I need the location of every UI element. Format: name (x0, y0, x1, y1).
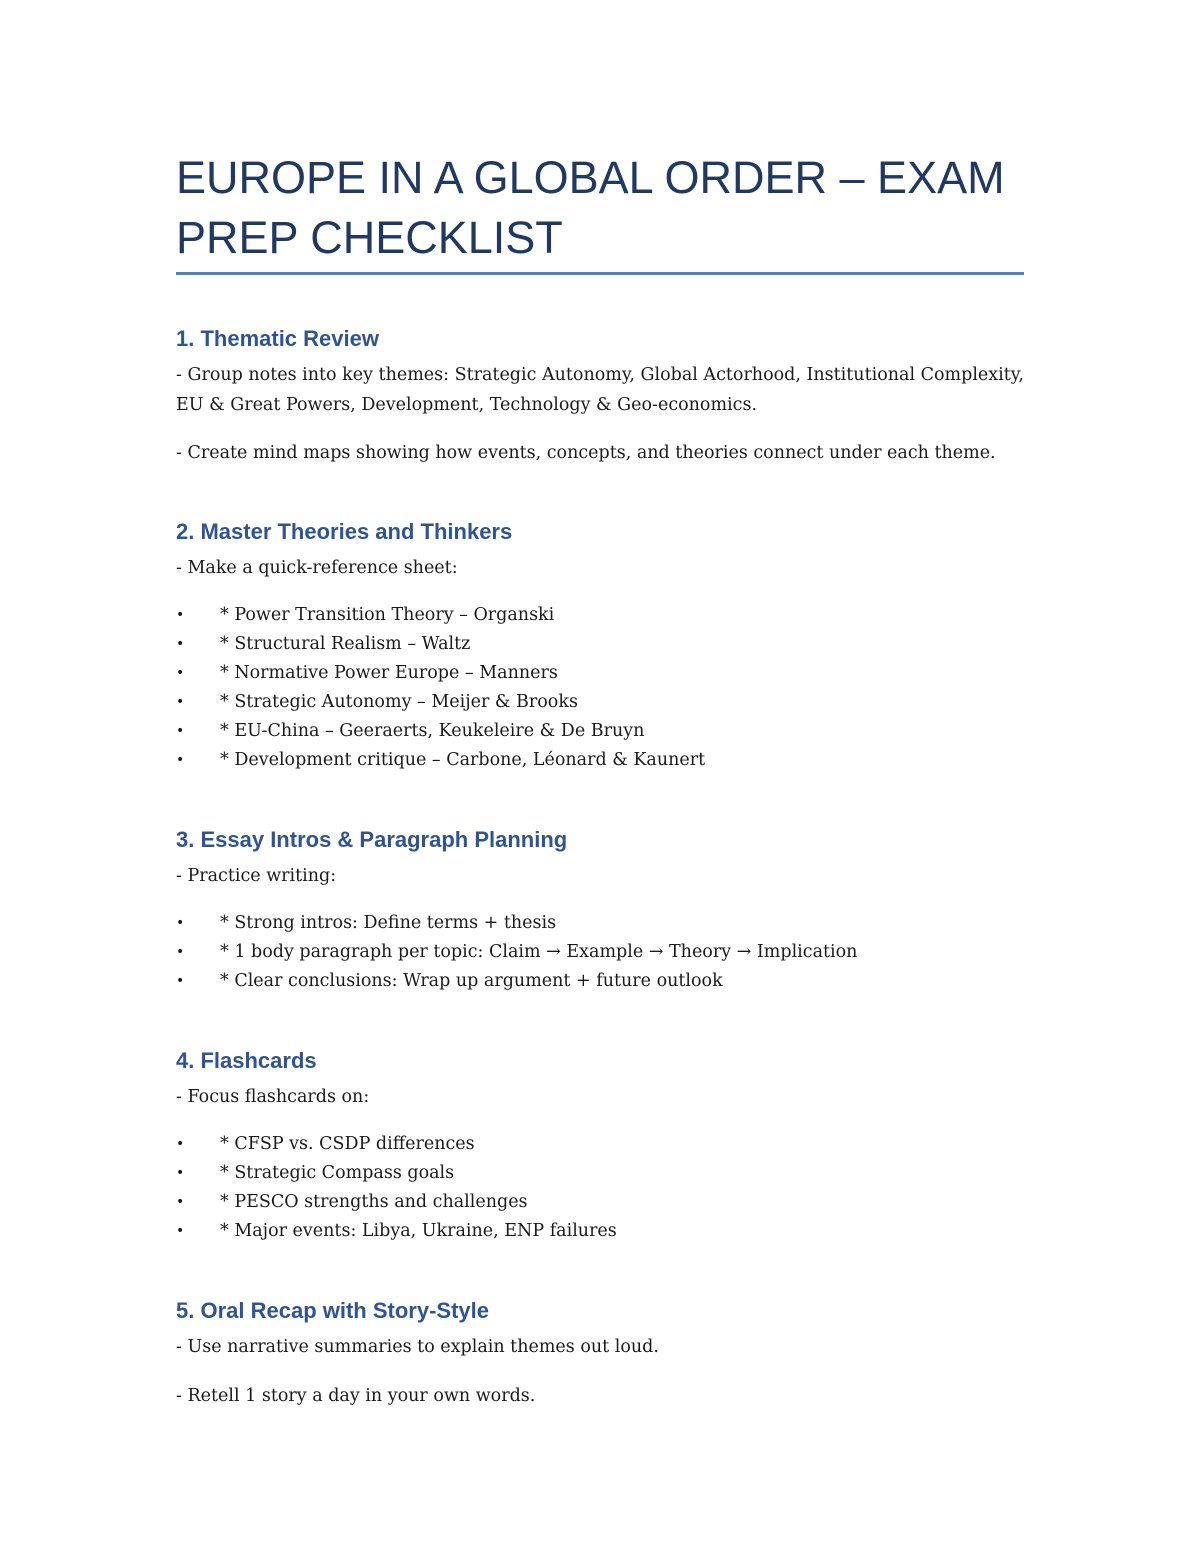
bullet-icon: • (176, 1165, 185, 1181)
bullet-icon: • (176, 694, 185, 710)
list-item-text: * EU-China – Geeraerts, Keukeleire & De Bruyn (220, 721, 645, 741)
section-heading-oral-recap: 5. Oral Recap with Story-Style (176, 1298, 489, 1323)
bullet-icon: • (176, 1136, 185, 1152)
bullet-icon: • (176, 665, 185, 681)
bullet-icon: • (176, 752, 185, 768)
list-item-text: * Strategic Autonomy – Meijer & Brooks (220, 692, 578, 712)
section-intro: - Practice writing: (176, 866, 337, 886)
section-paragraph: - Use narrative summaries to explain themes out loud. (176, 1337, 659, 1357)
list-item-text: * Strong intros: Define terms + thesis (220, 913, 557, 933)
title-underline (176, 272, 1024, 275)
section-paragraph: - Create mind maps showing how events, concepts, and theories connect under each theme. (176, 443, 996, 463)
bullet-icon: • (176, 723, 185, 739)
section-heading-essay-planning: 3. Essay Intros & Paragraph Planning (176, 827, 568, 852)
list-item-text: * Structural Realism – Waltz (220, 634, 471, 654)
list-item-text: * PESCO strengths and challenges (220, 1192, 528, 1212)
list-item-text: * Normative Power Europe – Manners (220, 663, 558, 683)
document-title: EUROPE IN A GLOBAL ORDER – EXAM PREP CHECKLIST (176, 152, 1005, 263)
bullet-icon: • (176, 1223, 185, 1239)
bullet-icon: • (176, 973, 185, 989)
bullet-icon: • (176, 636, 185, 652)
section-intro: - Focus flashcards on: (176, 1087, 370, 1107)
section-heading-flashcards: 4. Flashcards (176, 1048, 317, 1073)
list-item-text: * CFSP vs. CSDP differences (220, 1134, 475, 1154)
bullet-icon: • (176, 607, 185, 623)
bullet-icon: • (176, 944, 185, 960)
bullet-icon: • (176, 1194, 185, 1210)
list-item-text: * Clear conclusions: Wrap up argument + future outlook (220, 971, 723, 991)
list-item-text: * 1 body paragraph per topic: Claim → Example → Theory → Implication (220, 942, 858, 962)
section-paragraph: - Retell 1 story a day in your own words. (176, 1386, 536, 1406)
list-item-text: * Power Transition Theory – Organski (220, 605, 555, 625)
section-paragraph: - Group notes into key themes: Strategic Autonomy, Global Actorhood, Institutional Complexity, EU & Great Powers, Development, Technology & Geo-economics. (176, 365, 1024, 415)
list-item-text: * Strategic Compass goals (220, 1163, 455, 1183)
section-heading-thematic-review: 1. Thematic Review (176, 326, 379, 351)
section-heading-theories-thinkers: 2. Master Theories and Thinkers (176, 519, 513, 544)
list-item-text: * Development critique – Carbone, Léonard & Kaunert (220, 750, 706, 770)
section-intro: - Make a quick-reference sheet: (176, 558, 458, 578)
bullet-icon: • (176, 915, 185, 931)
list-item-text: * Major events: Libya, Ukraine, ENP failures (220, 1221, 617, 1241)
